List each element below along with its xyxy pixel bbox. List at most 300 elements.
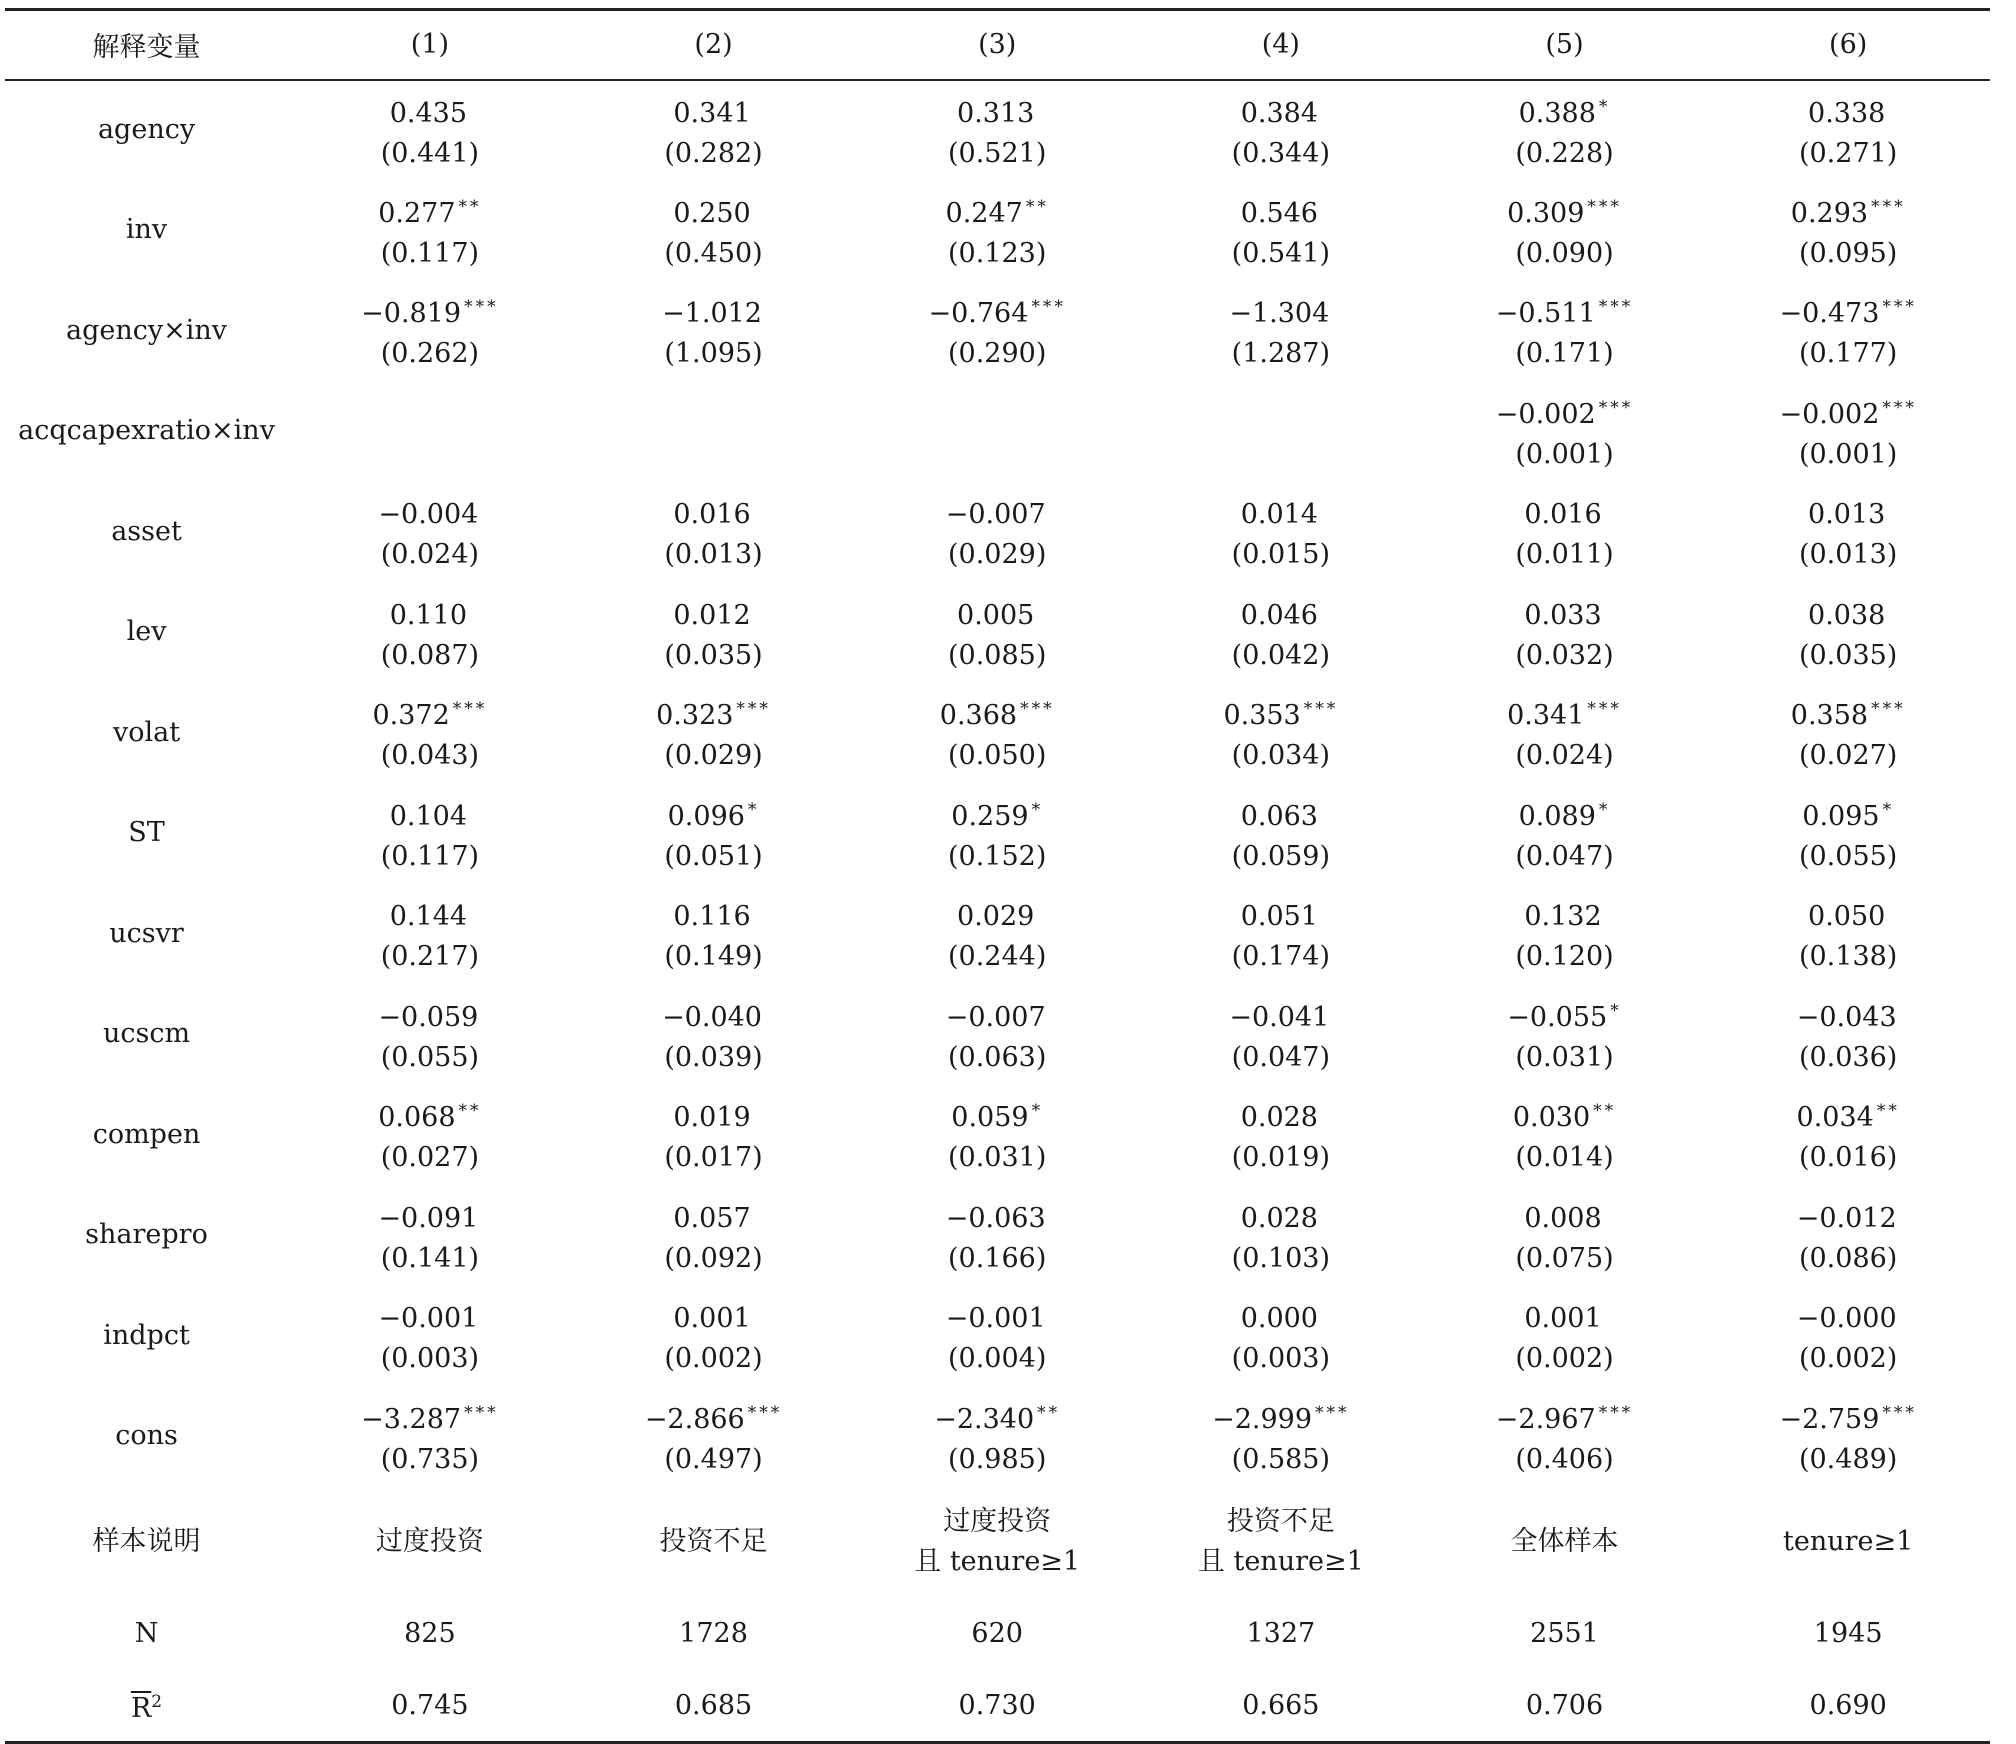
coefficient-value: 0.104	[389, 800, 468, 832]
coefficient-value: 0.028	[1240, 1102, 1318, 1134]
coefficient-value: 0.013	[1808, 499, 1886, 531]
standard-error: (0.063)	[948, 1041, 1047, 1073]
estimate-cell	[1423, 1386, 1707, 1487]
standard-error: (0.015)	[1231, 539, 1331, 571]
adjusted-r2-row	[5, 1671, 1990, 1743]
coefficient	[1139, 488, 1423, 535]
coefficient-value: 0.050	[1808, 901, 1886, 933]
significance-stars: ***	[1598, 1402, 1634, 1423]
estimate-cell	[572, 884, 856, 985]
variable-row	[5, 381, 1990, 482]
sample-line-2: 且 tenure≥1	[914, 1545, 1081, 1577]
coefficient	[288, 790, 572, 837]
coefficient-value: −0.004	[378, 499, 479, 531]
coefficient	[855, 87, 1139, 134]
standard-error: (0.001)	[1515, 438, 1614, 470]
estimate-cell	[572, 984, 856, 1085]
estimate-cell	[1423, 683, 1707, 784]
coefficient-value: −0.059	[378, 1001, 479, 1033]
coefficient	[572, 488, 856, 535]
standard-error: (0.002)	[1515, 1343, 1614, 1375]
estimate-cell	[288, 1286, 572, 1387]
coefficient	[1139, 890, 1423, 937]
variable-row	[5, 783, 1990, 884]
coefficient	[1139, 1292, 1423, 1339]
r2-superscript: 2	[151, 1692, 163, 1713]
coefficient	[572, 689, 856, 736]
standard-error: (0.016)	[1798, 1142, 1898, 1174]
standard-error: (0.024)	[380, 539, 480, 571]
estimate-cell	[855, 783, 1139, 884]
significance-stars: ***	[1303, 699, 1339, 720]
coefficient-value: −0.001	[378, 1303, 479, 1335]
standard-error: (0.075)	[1515, 1242, 1614, 1274]
n-cell: 1327	[1246, 1617, 1316, 1649]
coefficient	[288, 287, 572, 334]
significance-stars: **	[1876, 1101, 1900, 1122]
coefficient-value: 0.341	[673, 97, 751, 129]
header-col-2: (2)	[572, 10, 856, 80]
sample-cell	[1139, 1487, 1423, 1597]
coefficient	[855, 890, 1139, 937]
standard-error: (0.123)	[948, 237, 1047, 269]
standard-error: (0.051)	[664, 840, 763, 872]
standard-error: (0.406)	[1515, 1443, 1614, 1475]
coefficient-value: 0.144	[389, 901, 468, 933]
coefficient	[1423, 589, 1707, 636]
variable-label: ucscm	[102, 1018, 191, 1050]
coefficient	[1139, 408, 1423, 455]
standard-error: (0.441)	[380, 137, 480, 169]
significance-stars: ***	[1882, 297, 1917, 318]
coefficient	[1706, 1292, 1990, 1339]
standard-error: (0.027)	[1798, 740, 1898, 772]
estimate-cell	[855, 482, 1139, 583]
coefficient-value: 0.353	[1223, 700, 1301, 732]
standard-error: (0.043)	[380, 740, 480, 772]
estimate-cell	[1706, 80, 1990, 181]
variable-label: volat	[112, 716, 181, 748]
coefficient	[288, 991, 572, 1038]
variable-label: agency×inv	[66, 314, 228, 346]
estimate-cell	[1139, 1386, 1423, 1487]
estimate-cell	[1139, 683, 1423, 784]
significance-stars: ***	[464, 1402, 499, 1423]
coefficient	[1423, 287, 1707, 334]
coefficient	[1706, 87, 1990, 134]
coefficient-value: 0.247	[945, 197, 1023, 229]
standard-error: (0.095)	[1798, 237, 1898, 269]
n-cell: 2551	[1530, 1617, 1599, 1649]
standard-error: (0.011)	[1515, 539, 1614, 571]
estimate-cell	[1423, 180, 1707, 281]
estimate-cell	[1423, 1286, 1707, 1387]
significance-stars: **	[1037, 1402, 1061, 1423]
estimate-cell	[855, 281, 1139, 382]
coefficient-value: −0.007	[945, 1001, 1046, 1033]
n-cell: 1945	[1813, 1617, 1883, 1649]
row-label-n: N	[134, 1617, 159, 1649]
header-col-5: (5)	[1423, 10, 1707, 80]
standard-error: (0.228)	[1515, 137, 1614, 169]
estimate-cell	[288, 884, 572, 985]
estimate-cell	[288, 1085, 572, 1186]
coefficient-value: −1.304	[1229, 298, 1330, 330]
variable-row	[5, 1085, 1990, 1186]
standard-error: (0.171)	[1515, 338, 1614, 370]
significance-stars: ***	[736, 699, 771, 720]
coefficient	[1706, 488, 1990, 535]
estimate-cell	[1706, 884, 1990, 985]
standard-error: (0.085)	[948, 639, 1047, 671]
coefficient-value: 0.110	[389, 599, 468, 631]
coefficient	[855, 1091, 1139, 1138]
standard-error: (0.149)	[664, 941, 763, 973]
variable-row	[5, 1286, 1990, 1387]
significance-stars: *	[1031, 799, 1044, 820]
standard-error: (0.029)	[664, 740, 763, 772]
estimate-cell	[1423, 1085, 1707, 1186]
significance-stars: ***	[1598, 297, 1634, 318]
variable-label: inv	[125, 214, 168, 246]
standard-error: (0.031)	[1515, 1041, 1614, 1073]
standard-error: (0.489)	[1798, 1443, 1898, 1475]
estimate-cell	[1706, 783, 1990, 884]
coefficient	[1423, 1292, 1707, 1339]
coefficient-value: −0.001	[945, 1303, 1046, 1335]
estimate-cell	[1139, 1286, 1423, 1387]
coefficient-value: −0.764	[928, 298, 1029, 330]
significance-stars: ***	[1598, 397, 1634, 418]
coefficient	[1423, 890, 1707, 937]
coefficient-value: −0.040	[662, 1001, 762, 1033]
significance-stars: **	[458, 1101, 482, 1122]
coefficient	[1423, 388, 1707, 435]
estimate-cell	[1423, 582, 1707, 683]
coefficient-value: 0.309	[1507, 197, 1585, 229]
significance-stars: ***	[1315, 1402, 1350, 1423]
standard-error: (0.013)	[1798, 539, 1898, 571]
coefficient-value: −2.759	[1779, 1403, 1880, 1435]
standard-error: (0.244)	[948, 941, 1047, 973]
coefficient-value: 0.368	[939, 700, 1018, 732]
estimate-cell	[1139, 180, 1423, 281]
standard-error: (0.141)	[380, 1242, 480, 1274]
estimate-cell	[288, 582, 572, 683]
coefficient-value: −0.063	[945, 1202, 1046, 1234]
coefficient-value: −0.091	[378, 1202, 479, 1234]
standard-error: (0.087)	[380, 639, 480, 671]
coefficient	[1139, 589, 1423, 636]
sample-cell	[572, 1487, 856, 1597]
estimate-cell	[288, 984, 572, 1085]
coefficient-value: 0.029	[957, 901, 1035, 933]
coefficient	[572, 790, 856, 837]
estimate-cell	[1706, 984, 1990, 1085]
coefficient	[1706, 790, 1990, 837]
coefficient-value: 0.372	[372, 700, 450, 732]
estimate-cell	[1423, 482, 1707, 583]
coefficient	[855, 589, 1139, 636]
coefficient	[855, 689, 1139, 736]
standard-error: (0.035)	[664, 639, 763, 671]
estimate-cell	[1706, 281, 1990, 382]
estimate-cell	[1706, 180, 1990, 281]
standard-error: (0.039)	[664, 1041, 763, 1073]
coefficient	[1706, 589, 1990, 636]
significance-stars: *	[747, 799, 760, 820]
estimate-cell	[1706, 1185, 1990, 1286]
coefficient-value: 0.016	[673, 499, 751, 531]
coefficient	[855, 1292, 1139, 1339]
coefficient-value: 0.033	[1524, 599, 1602, 631]
standard-error: (0.092)	[664, 1242, 763, 1274]
r2-cell: 0.730	[855, 1671, 1139, 1743]
header-col-4: (4)	[1139, 10, 1423, 80]
estimate-cell	[572, 1286, 856, 1387]
variable-label: lev	[126, 616, 167, 648]
significance-stars: ***	[1882, 1402, 1917, 1423]
estimate-cell	[855, 1286, 1139, 1387]
estimate-cell	[288, 482, 572, 583]
coefficient-value: 0.005	[957, 599, 1035, 631]
estimate-cell	[572, 80, 856, 181]
coefficient-value: 0.323	[656, 700, 734, 732]
coefficient-value: 0.046	[1240, 599, 1318, 631]
coefficient	[288, 87, 572, 134]
coefficient	[1139, 1393, 1423, 1440]
significance-stars: ***	[1871, 196, 1906, 217]
coefficient-value: 0.034	[1796, 1102, 1874, 1134]
coefficient-value: 0.132	[1524, 901, 1602, 933]
coefficient-value: 0.259	[951, 800, 1029, 832]
standard-error: (0.271)	[1798, 137, 1898, 169]
estimate-cell	[288, 180, 572, 281]
coefficient	[288, 1393, 572, 1440]
standard-error: (0.217)	[380, 941, 480, 973]
r2-cell: 0.745	[288, 1671, 572, 1743]
coefficient-value: −0.000	[1796, 1303, 1897, 1335]
standard-error: (0.031)	[948, 1142, 1047, 1174]
r2-cell: 0.690	[1706, 1671, 1990, 1743]
standard-error: (0.014)	[1515, 1142, 1614, 1174]
coefficient-value: 0.116	[673, 901, 751, 933]
coefficient	[855, 187, 1139, 234]
coefficient-value: 0.057	[673, 1202, 751, 1234]
variable-row	[5, 1185, 1990, 1286]
coefficient	[1139, 187, 1423, 234]
estimate-cell	[1706, 1085, 1990, 1186]
coefficient	[288, 589, 572, 636]
coefficient	[855, 1393, 1139, 1440]
estimate-cell	[288, 281, 572, 382]
estimate-cell	[855, 683, 1139, 784]
estimate-cell	[572, 1185, 856, 1286]
standard-error: (0.497)	[664, 1443, 763, 1475]
coefficient-value: 0.277	[378, 197, 456, 229]
variable-label: ucsvr	[109, 917, 184, 949]
variable-row	[5, 884, 1990, 985]
coefficient-value: 0.358	[1790, 700, 1869, 732]
standard-error: (0.090)	[1515, 237, 1614, 269]
standard-error: (0.152)	[948, 840, 1047, 872]
coefficient	[1139, 87, 1423, 134]
standard-error: (0.117)	[380, 237, 480, 269]
variable-row	[5, 80, 1990, 181]
coefficient-value: −0.002	[1779, 398, 1880, 430]
estimate-cell	[1139, 281, 1423, 382]
standard-error: (0.120)	[1515, 941, 1614, 973]
variable-row	[5, 683, 1990, 784]
significance-stars: *	[1598, 96, 1611, 117]
significance-stars: ***	[464, 297, 499, 318]
coefficient-value: 0.028	[1240, 1202, 1318, 1234]
coefficient	[288, 1192, 572, 1239]
standard-error: (0.166)	[948, 1242, 1047, 1274]
n-cell: 1728	[679, 1617, 748, 1649]
standard-error: (1.287)	[1231, 338, 1331, 370]
coefficient	[572, 408, 856, 455]
estimate-cell	[1139, 1085, 1423, 1186]
coefficient-value: −0.819	[361, 298, 462, 330]
standard-error: (0.047)	[1515, 840, 1614, 872]
coefficient-value: 0.293	[1790, 197, 1869, 229]
estimate-cell	[855, 381, 1139, 482]
coefficient-value: −0.511	[1495, 298, 1596, 330]
estimate-cell	[1139, 381, 1423, 482]
coefficient-value: −0.002	[1495, 398, 1596, 430]
estimate-cell	[572, 683, 856, 784]
sample-cell	[1423, 1487, 1707, 1597]
coefficient	[1706, 388, 1990, 435]
coefficient	[572, 1192, 856, 1239]
estimate-cell	[855, 80, 1139, 181]
estimate-cell	[1706, 1386, 1990, 1487]
coefficient	[288, 1292, 572, 1339]
estimate-cell	[855, 582, 1139, 683]
standard-error: (0.042)	[1231, 639, 1331, 671]
coefficient-value: 0.008	[1524, 1202, 1602, 1234]
estimate-cell	[572, 582, 856, 683]
estimate-cell	[855, 1185, 1139, 1286]
coefficient	[572, 1091, 856, 1138]
estimate-cell	[288, 80, 572, 181]
estimate-cell	[855, 884, 1139, 985]
coefficient	[1706, 890, 1990, 937]
estimate-cell	[1423, 381, 1707, 482]
standard-error: (0.017)	[664, 1142, 763, 1174]
estimate-cell	[1706, 482, 1990, 583]
estimate-cell	[1706, 1286, 1990, 1387]
table-body	[5, 80, 1990, 1743]
coefficient-value: 0.313	[957, 97, 1035, 129]
standard-error: (0.003)	[1231, 1343, 1331, 1375]
coefficient-value: 0.095	[1802, 800, 1880, 832]
significance-stars: **	[1025, 196, 1049, 217]
estimate-cell	[288, 683, 572, 784]
coefficient	[855, 408, 1139, 455]
estimate-cell	[1139, 884, 1423, 985]
coefficient	[855, 1192, 1139, 1239]
standard-error: (0.086)	[1798, 1242, 1898, 1274]
coefficient	[288, 689, 572, 736]
variable-label: cons	[115, 1420, 178, 1452]
coefficient-value: 0.016	[1524, 499, 1602, 531]
coefficient	[1139, 1192, 1423, 1239]
coefficient-value: 0.089	[1518, 800, 1596, 832]
standard-error: (0.029)	[948, 539, 1047, 571]
significance-stars: ***	[1587, 699, 1622, 720]
standard-error: (0.024)	[1515, 740, 1614, 772]
standard-error: (0.019)	[1231, 1142, 1331, 1174]
coefficient	[1706, 1393, 1990, 1440]
coefficient	[288, 408, 572, 455]
standard-error: (0.032)	[1515, 639, 1614, 671]
significance-stars: *	[1882, 799, 1895, 820]
estimate-cell	[1139, 80, 1423, 181]
coefficient	[1706, 991, 1990, 1038]
significance-stars: ***	[1882, 397, 1917, 418]
coefficient-value: 0.000	[1240, 1303, 1318, 1335]
row-label-sample: 样本说明	[92, 1525, 201, 1557]
coefficient	[855, 790, 1139, 837]
coefficient-value: −1.012	[662, 298, 762, 330]
coefficient-value: −0.043	[1796, 1001, 1897, 1033]
sample-line-1: 投资不足	[659, 1525, 768, 1557]
coefficient	[572, 890, 856, 937]
standard-error: (0.002)	[1798, 1343, 1898, 1375]
standard-error: (0.541)	[1231, 237, 1331, 269]
coefficient	[572, 589, 856, 636]
standard-error: (1.095)	[664, 338, 763, 370]
standard-error: (0.585)	[1231, 1443, 1331, 1475]
estimate-cell	[1423, 984, 1707, 1085]
standard-error: (0.001)	[1798, 438, 1898, 470]
estimate-cell	[1139, 482, 1423, 583]
coefficient-value: −0.055	[1507, 1001, 1608, 1033]
estimate-cell	[855, 180, 1139, 281]
header-variable: 解释变量	[5, 10, 288, 80]
standard-error: (0.034)	[1231, 740, 1331, 772]
sample-cell	[288, 1487, 572, 1597]
estimate-cell	[1423, 281, 1707, 382]
standard-error: (0.004)	[948, 1343, 1047, 1375]
coefficient	[1706, 287, 1990, 334]
observations-row	[5, 1597, 1990, 1671]
standard-error: (0.450)	[664, 237, 763, 269]
regression-table	[5, 8, 1990, 1744]
standard-error: (0.735)	[380, 1443, 480, 1475]
significance-stars: **	[458, 196, 482, 217]
variable-row	[5, 281, 1990, 382]
sample-description-row	[5, 1487, 1990, 1597]
standard-error: (0.027)	[380, 1142, 480, 1174]
estimate-cell	[572, 783, 856, 884]
r2-cell: 0.665	[1139, 1671, 1423, 1743]
coefficient	[288, 890, 572, 937]
coefficient-value: 0.059	[951, 1102, 1029, 1134]
coefficient	[572, 87, 856, 134]
n-cell: 620	[971, 1617, 1023, 1649]
standard-error: (0.047)	[1231, 1041, 1331, 1073]
coefficient	[572, 1393, 856, 1440]
significance-stars: **	[1593, 1101, 1617, 1122]
variable-label: indpct	[103, 1319, 190, 1351]
standard-error: (0.036)	[1798, 1041, 1898, 1073]
coefficient-value: 0.068	[378, 1102, 456, 1134]
header-col-6: (6)	[1706, 10, 1990, 80]
coefficient	[1423, 790, 1707, 837]
